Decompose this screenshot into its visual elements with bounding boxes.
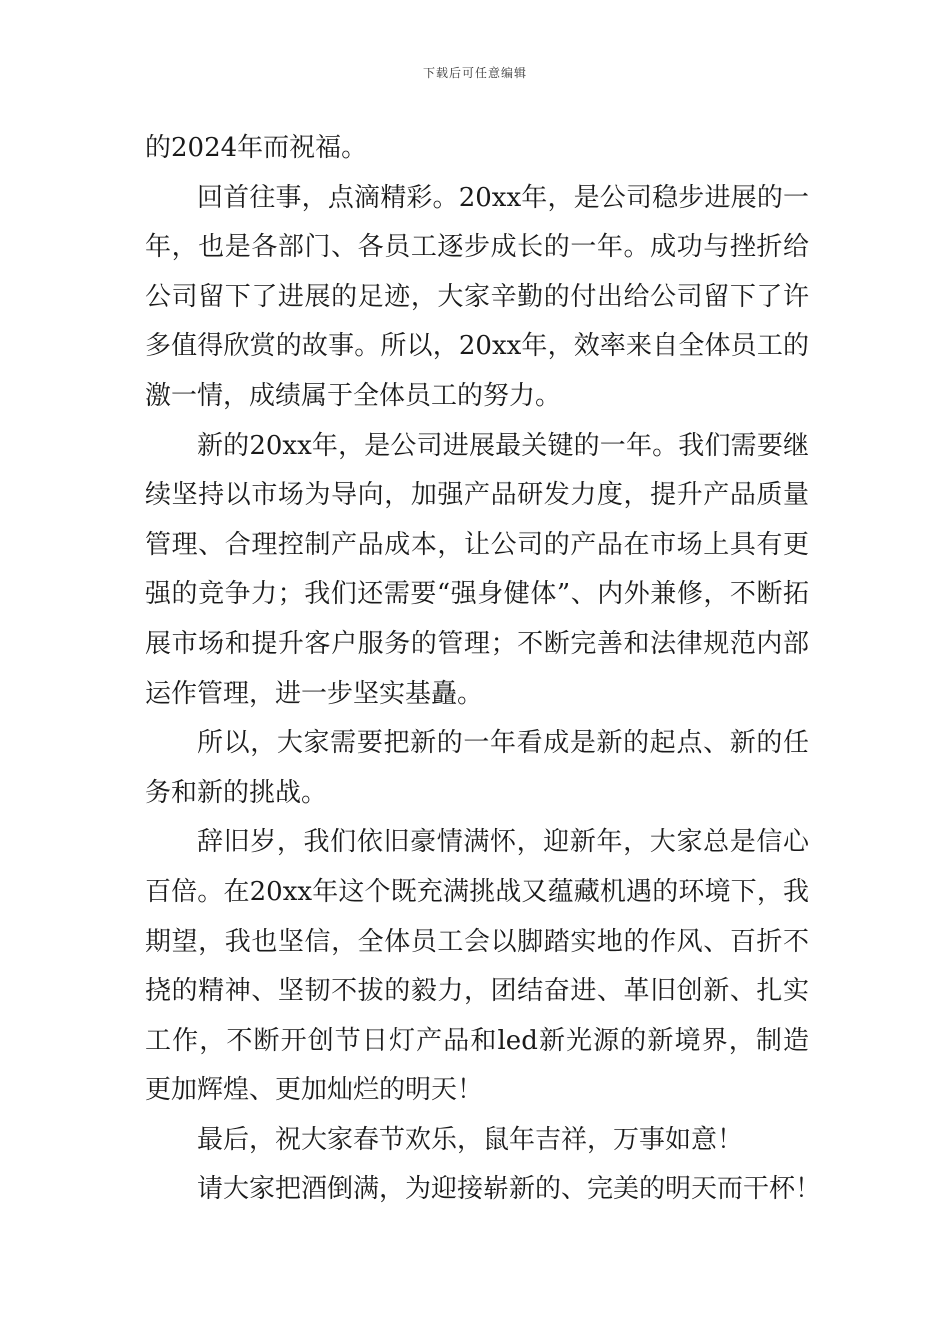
paragraph-new-year-plan: 新的20xx年，是公司进展最关键的一年。我们需要继续坚持以市场为导向，加强产品研发力度，提升产品质量管理、合理控制产品成本，让公司的产品在市场上具有更强的竞争力；我们还需要“强身健体”、内外兼修，不断拓展市场和提升客户服务的管理；不断完善和法律规范内部运作管理，进一步坚实基矗。 [145, 430, 809, 709]
paragraph-review: 回首往事，点滴精彩。20xx年，是公司稳步进展的一年，也是各部门、各员工逐步成长的一年。成功与挫折给公司留下了进展的足迹，大家辛勤的付出给公司留下了许多值得欣赏的故事。所以，20xx年，效率来自全体员工的激一情，成绩属于全体员工的努力。 [145, 182, 809, 411]
document-body [145, 124, 822, 1215]
header-note: 下载后可任意编辑 [422, 66, 527, 80]
paragraph-continuation: 的2024年而祝福。 [145, 133, 368, 163]
paragraph-new-start: 所以，大家需要把新的一年看成是新的起点、新的任务和新的挑战。 [145, 728, 809, 808]
paragraph-toast: 请大家把酒倒满，为迎接崭新的、完美的明天而干杯！ [197, 1174, 822, 1205]
paragraph-wishes: 最后，祝大家春节欢乐，鼠年吉祥，万事如意！ [197, 1124, 744, 1155]
paragraph-confidence: 辞旧岁，我们依旧豪情满怀，迎新年，大家总是信心百倍。在20xx年这个既充满挑战又蕴藏机遇的环境下，我期望，我也坚信，全体员工会以脚踏实地的作风、百折不挠的精神、坚韧不拔的毅力，团结奋进、革旧创新、扎实工作，不断开创节日灯产品和led新光源的新境界，制造更加辉煌、更加灿烂的明天！ [145, 827, 809, 1106]
